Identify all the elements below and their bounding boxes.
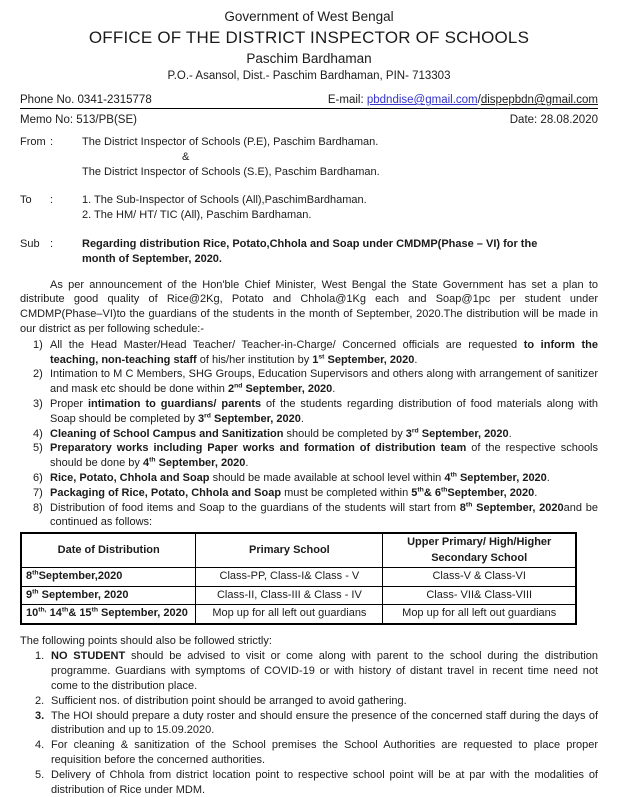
schedule-item <box>33 441 598 471</box>
from-block <box>20 135 598 179</box>
schedule-list <box>33 338 598 530</box>
letter-date: Date: 28.08.2020 <box>509 114 598 126</box>
item-number: 1) <box>33 338 43 351</box>
phone-number: Phone No. 0341-2315778 <box>20 94 152 106</box>
schedule-item <box>33 367 598 397</box>
item-text: Cleaning of School Campus and Sanitization should be completed by 3rd September, 2020. <box>50 426 512 440</box>
email-label: E-mail: <box>327 94 364 106</box>
item-number: 1. <box>35 650 45 663</box>
strict-item <box>35 738 598 768</box>
item-number: 3) <box>33 397 43 410</box>
item-text: Preparatory works including Paper works and formation of distribution team of the respective schools should be done by 4th September, 2020. <box>50 442 599 470</box>
item-number: 4) <box>33 427 43 440</box>
to-content <box>82 193 598 223</box>
upper-school-cell: Mop up for all left out guardians <box>383 605 576 624</box>
table-header-cell: Upper Primary/ High/Higher Secondary School <box>383 533 576 568</box>
district-line: Paschim Bardhaman <box>246 51 372 66</box>
item-text: Sufficient nos. of distribution point should be arranged to avoid gathering. <box>51 694 407 707</box>
to-line-1: 1. The Sub-Inspector of Schools (All),PaschimBardhaman. <box>82 194 367 207</box>
item-text: For cleaning & sanitization of the School premises the School Authorities are requested to place proper requisition before the concerned authorities. <box>51 739 598 766</box>
item-text: Distribution of food items and Soap to the guardians of the students will start from 8th September, 2020and be continued as follows: <box>50 500 599 529</box>
date-cell: 9th September, 2020 <box>21 586 196 605</box>
to-label: To <box>20 194 32 207</box>
government-line: Government of West Bengal <box>224 9 394 24</box>
memo-number: Memo No: 513/PB(SE) <box>20 114 137 126</box>
from-label: From <box>20 136 46 148</box>
primary-school-cell: Class-II, Class-III & Class - IV <box>196 586 383 605</box>
email-link-secondary[interactable]: dispepbdn@gmail.com <box>480 94 598 106</box>
schedule-item <box>33 501 598 531</box>
to-block <box>20 193 598 223</box>
table-row <box>21 568 576 587</box>
from-line-2: The District Inspector of Schools (S.E), Paschim Bardhaman. <box>82 165 380 178</box>
strict-item <box>35 694 598 709</box>
item-number: 6) <box>33 471 43 484</box>
item-number: 5. <box>35 768 45 781</box>
strict-heading: The following points should also be followed strictly: <box>20 634 272 647</box>
schedule-item <box>33 397 598 427</box>
item-text: Rice, Potato, Chhola and Soap should be made available at school level within 4th September, 2020. <box>50 471 550 484</box>
email-link-primary[interactable]: pbdndise@gmail.com <box>366 94 478 106</box>
table-header-cell: Primary School <box>196 533 383 568</box>
subject-text: Regarding distribution Rice, Potato,Chhola and Soap under CMDMP(Phase – VI) for the month of September, 2020. <box>82 237 538 265</box>
office-title: OFFICE OF THE DISTRICT INSPECTOR OF SCHOOLS <box>88 28 530 47</box>
email-part <box>328 93 598 107</box>
table-row <box>21 586 576 605</box>
item-number: 4. <box>35 739 45 752</box>
address-line: P.O.- Asansol, Dist.- Paschim Bardhaman, PIN- 713303 <box>167 70 451 82</box>
strict-item <box>35 649 598 693</box>
item-text: Intimation to M C Members, SHG Groups, Education Supervisors and others along with arrangement of sanitizer and mask etc should be done within 2nd September, 2020. <box>50 368 598 396</box>
item-number: 5) <box>33 442 43 455</box>
primary-school-cell: Mop up for all left out guardians <box>196 605 383 624</box>
schedule-item <box>33 338 598 368</box>
contact-row <box>20 93 598 109</box>
item-text: The HOI should prepare a duty roster and should ensure the presence of the concerned staff during the days of distribution and up to 15.09.2020. <box>51 709 598 737</box>
item-text: Proper intimation to guardians/ parents of the students regarding distribution of food materials along with Soap should be completed by 3rd September, 2020. <box>50 397 598 425</box>
item-number: 7) <box>33 486 43 499</box>
primary-school-cell: Class-PP, Class-I& Class - V <box>196 568 383 587</box>
item-number: 2) <box>33 368 43 381</box>
table-header-cell: Date of Distribution <box>21 533 196 568</box>
email-separator: / <box>477 94 481 106</box>
item-text: Packaging of Rice, Potato, Chhola and Soap must be completed within 5th& 6thSeptember, 2020. <box>50 486 538 499</box>
from-ampersand: & <box>182 150 190 163</box>
item-text: NO STUDENT should be advised to visit or come along with parent to the school during the distribution programme. Guardians with symptoms of COVID-19 or with history of distant travel in recent time need not come to the distribution place. <box>51 650 599 693</box>
upper-school-cell: Class- VII& Class-VIII <box>383 586 576 605</box>
item-text: All the Head Master/Head Teacher/ Teacher-in-Charge/ Concerned officials are requested to inform the teaching, non-teaching staff of his/her institution by 1st September, 2020. <box>50 338 598 366</box>
subject-block <box>20 237 598 267</box>
schedule-item <box>33 427 598 442</box>
subject-colon: : <box>50 237 54 250</box>
to-line-2: 2. The HM/ HT/ TIC (All), Paschim Bardhaman. <box>82 209 312 222</box>
item-number: 2. <box>35 694 45 707</box>
date-cell: $10^{th,}$ 14th& 15th September, 2020 <box>21 605 196 624</box>
upper-school-cell: Class-V & Class-VI <box>383 568 576 587</box>
memo-row <box>20 113 598 128</box>
intro-paragraph: As per announcement of the Hon'ble Chief Minister, West Bengal the State Government has set a plan to distribute good quality of Rice@2Kg, Potato and Chhola@1Kg each and Soap@1pc per student under CMDMP(Phase–VI)to the guardians of the students in the month of September, 2020.The distribution will be made in our district as per following schedule:- <box>20 278 598 335</box>
subject-label: Sub <box>20 237 40 250</box>
table-row <box>21 605 576 624</box>
strict-list <box>35 649 598 797</box>
item-text: Delivery of Chhola from district location point to respective school point will be at par with the modalities of distribution of Rice under MDM. <box>51 768 598 796</box>
from-line-1: The District Inspector of Schools (P.E), Paschim Bardhaman. <box>82 136 379 148</box>
from-content <box>82 135 598 179</box>
distribution-table <box>20 532 577 625</box>
table-header-row <box>21 533 576 568</box>
schedule-item <box>33 471 598 486</box>
strict-item <box>35 768 598 797</box>
item-number: 8) <box>33 501 43 514</box>
from-colon: : <box>50 136 54 148</box>
to-colon: : <box>50 194 54 207</box>
strict-item <box>35 709 598 739</box>
item-number: 3. <box>35 709 45 722</box>
schedule-item <box>33 486 598 501</box>
date-cell: 8thSeptember,2020 <box>21 568 196 587</box>
